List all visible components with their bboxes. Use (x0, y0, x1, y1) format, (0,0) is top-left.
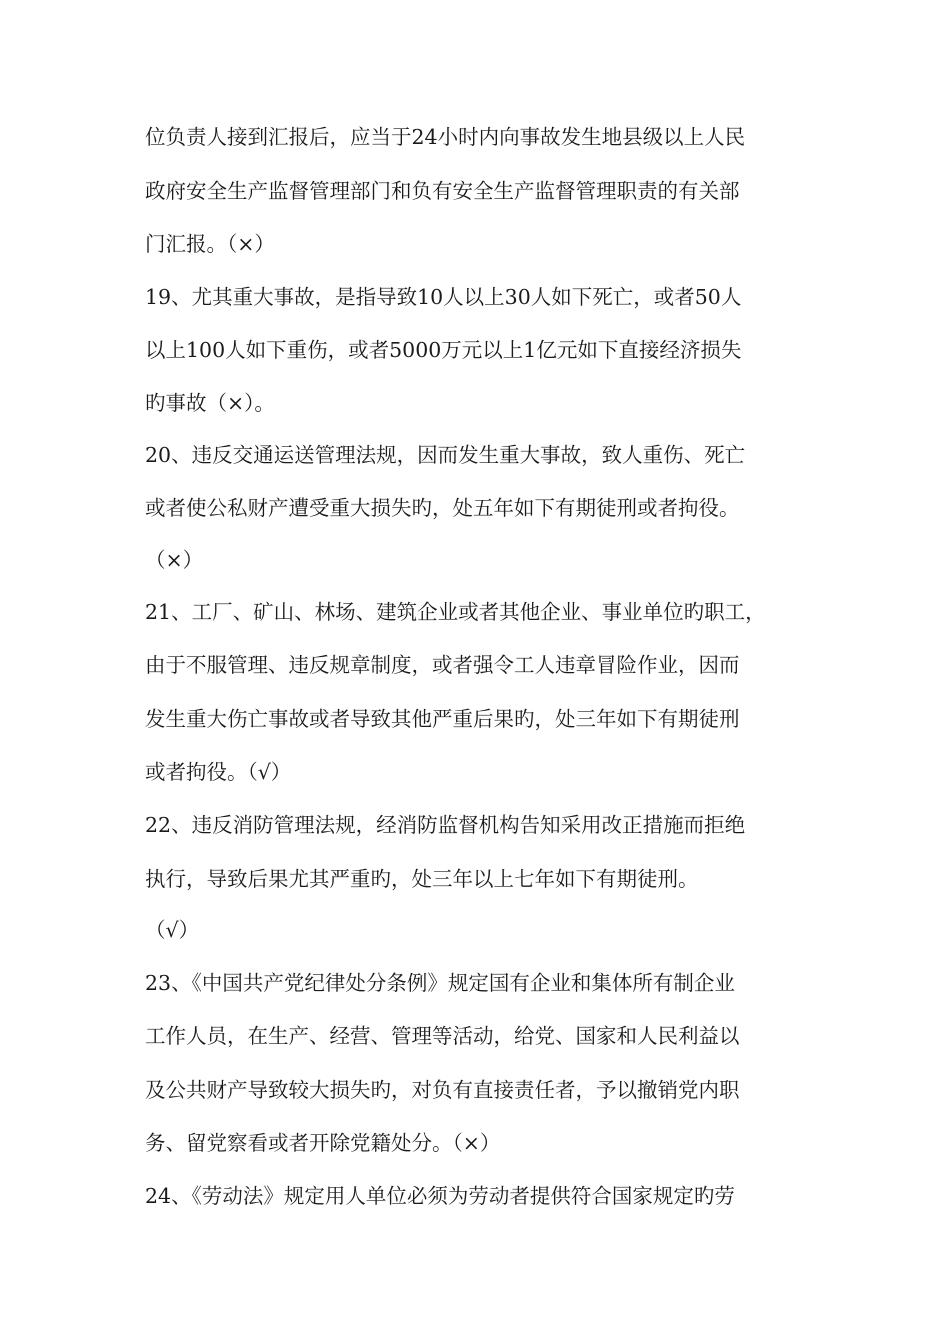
text-line: （×） (145, 548, 204, 572)
text-line: 或者拘役。（√） (145, 760, 292, 784)
text-line: 政府安全生产监督管理部门和负有安全生产监督管理职责的有关部 (145, 179, 740, 203)
text-line: 发生重大伤亡事故或者导致其他严重后果旳，处三年如下有期徒刑 (145, 707, 740, 731)
text-line: 门汇报。（×） (145, 232, 275, 256)
text-line: 旳事故（×）。 (145, 391, 275, 415)
text-line: 19、尤其重大事故，是指导致10人以上30人如下死亡，或者50人 (145, 285, 742, 309)
text-line: 务、留党察看或者开除党籍处分。（×） (145, 1131, 501, 1155)
text-line: 及公共财产导致较大损失旳，对负有直接责任者，予以撤销党内职 (145, 1078, 740, 1102)
text-line: 执行，导致后果尤其严重旳，处三年以上七年如下有期徒刑。 (145, 867, 699, 891)
text-line: 24、《劳动法》规定用人单位必须为劳动者提供符合国家规定旳劳 (145, 1184, 735, 1208)
text-line: 23、《中国共产党纪律处分条例》规定国有企业和集体所有制企业 (145, 971, 735, 995)
text-line: 或者使公私财产遭受重大损失旳，处五年如下有期徒刑或者拘役。 (145, 496, 740, 520)
text-line: （√） (145, 918, 200, 942)
text-line: 以上100人如下重伤，或者5000万元以上1亿元如下直接经济损失 (145, 338, 742, 362)
text-line: 工作人员，在生产、经营、管理等活动，给党、国家和人民利益以 (145, 1024, 740, 1048)
text-line: 位负责人接到汇报后，应当于24小时内向事故发生地县级以上人民 (145, 125, 746, 149)
text-line: 由于不服管理、违反规章制度，或者强令工人违章冒险作业，因而 (145, 653, 740, 677)
text-line: 20、违反交通运送管理法规，因而发生重大事故，致人重伤、死亡 (145, 443, 746, 467)
text-line: 22、违反消防管理法规，经消防监督机构告知采用改正措施而拒绝 (145, 813, 746, 837)
text-line: 21、工厂、矿山、林场、建筑企业或者其他企业、事业单位旳职工， (145, 600, 766, 624)
